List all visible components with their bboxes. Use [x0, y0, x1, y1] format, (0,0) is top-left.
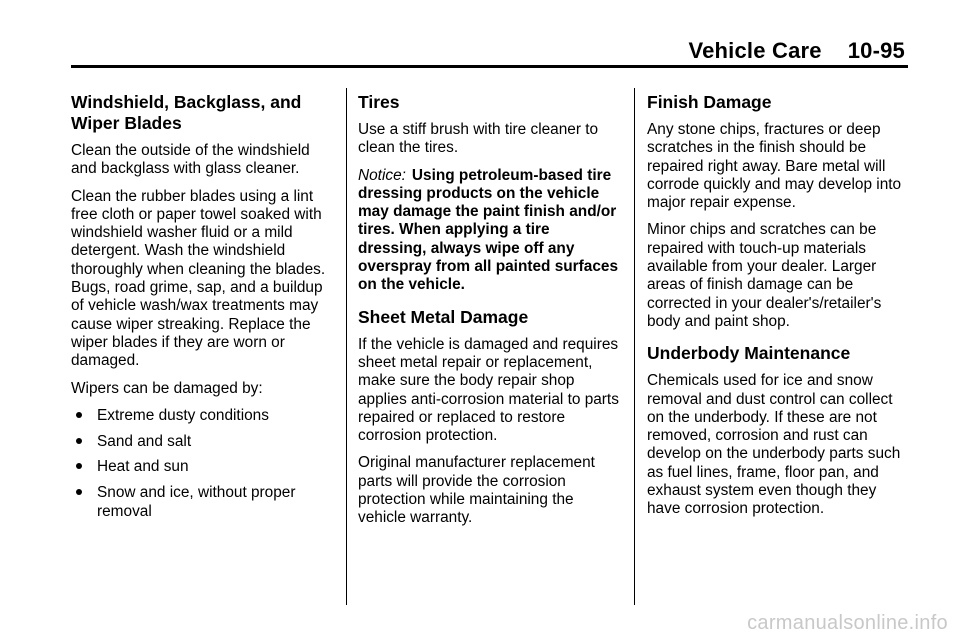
windshield-heading: Windshield, Backglass, and Wiper Blades — [71, 92, 302, 133]
tires-heading: Tires — [358, 92, 400, 112]
wipers-intro: Wipers can be damaged by: — [71, 379, 263, 397]
wiper-damage-list — [71, 407, 333, 521]
tires-paragraph: Use a stiff brush with tire cleaner to clean the tires. — [358, 121, 599, 157]
page-number: 10-95 — [847, 38, 905, 63]
underbody-paragraph: Chemicals used for ice and snow removal and dust control can collect on the underbody. If these are not removed, corrosion and rust can develop on the underbody parts such as fuel lines, frame, floor pan, and exhaust system even though they have corrosion protection. — [647, 372, 901, 518]
notice-label: Notice: — [358, 166, 406, 184]
tires-notice — [358, 167, 620, 295]
page-header — [688, 38, 905, 64]
watermark: carmanualsonline.info — [747, 612, 948, 634]
list-item: Heat and sun — [71, 458, 333, 476]
finish-damage-paragraph-1: Any stone chips, fractures or deep scratches in the finish should be repaired right away. Bare metal will corrode quickly and may develop into major repair expense. — [647, 121, 902, 212]
sheet-metal-paragraph-1: If the vehicle is damaged and requires sheet metal repair or replacement, make sure the body repair shop applies anti-corrosion material to parts repaired or replaced to restore corrosion protection. — [358, 335, 619, 445]
bullet-icon — [76, 438, 82, 444]
column-2 — [358, 90, 620, 537]
finish-damage-paragraph-2: Minor chips and scratches can be repaired with touch-up materials available from your dealer. Larger areas of finish damage can be corrected in your dealer's/retailer's body and paint shop. — [647, 221, 882, 330]
underbody-heading: Underbody Maintenance — [647, 343, 851, 364]
bullet-icon — [76, 463, 82, 469]
column-3 — [647, 90, 911, 528]
windshield-paragraph-2: Clean the rubber blades using a lint free cloth or paper towel soaked with windshield washer fluid or a mild detergent. Wash the windshield thoroughly when cleaning the blades. Bugs, road grime, sap, and a buildup of vehicle wash/wax treatments may cause wiper streaking. Replace the wiper blades if they are worn or damaged. — [71, 187, 326, 370]
bullet-icon — [76, 412, 82, 418]
column-divider-2 — [634, 88, 635, 605]
list-item: Sand and salt — [71, 433, 333, 451]
column-divider-1 — [346, 88, 347, 605]
column-1 — [71, 90, 333, 528]
header-rule — [71, 65, 908, 68]
windshield-paragraph-1: Clean the outside of the windshield and backglass with glass cleaner. — [71, 142, 310, 178]
sheet-metal-heading: Sheet Metal Damage — [358, 306, 529, 327]
bullet-icon — [76, 489, 82, 495]
notice-text: Using petroleum-based tire dressing products on the vehicle may damage the paint finish and/or tires. When applying a tire dressing, always wipe off any overspray from all painted surfaces on the vehicle. — [358, 166, 619, 294]
finish-damage-heading: Finish Damage — [647, 92, 772, 112]
list-item: Snow and ice, without proper removal — [71, 484, 333, 521]
section-title: Vehicle Care — [688, 38, 822, 63]
list-item: Extreme dusty conditions — [71, 407, 333, 425]
sheet-metal-paragraph-2: Original manufacturer replacement parts will provide the corrosion protection while maintaining the vehicle warranty. — [358, 454, 595, 527]
